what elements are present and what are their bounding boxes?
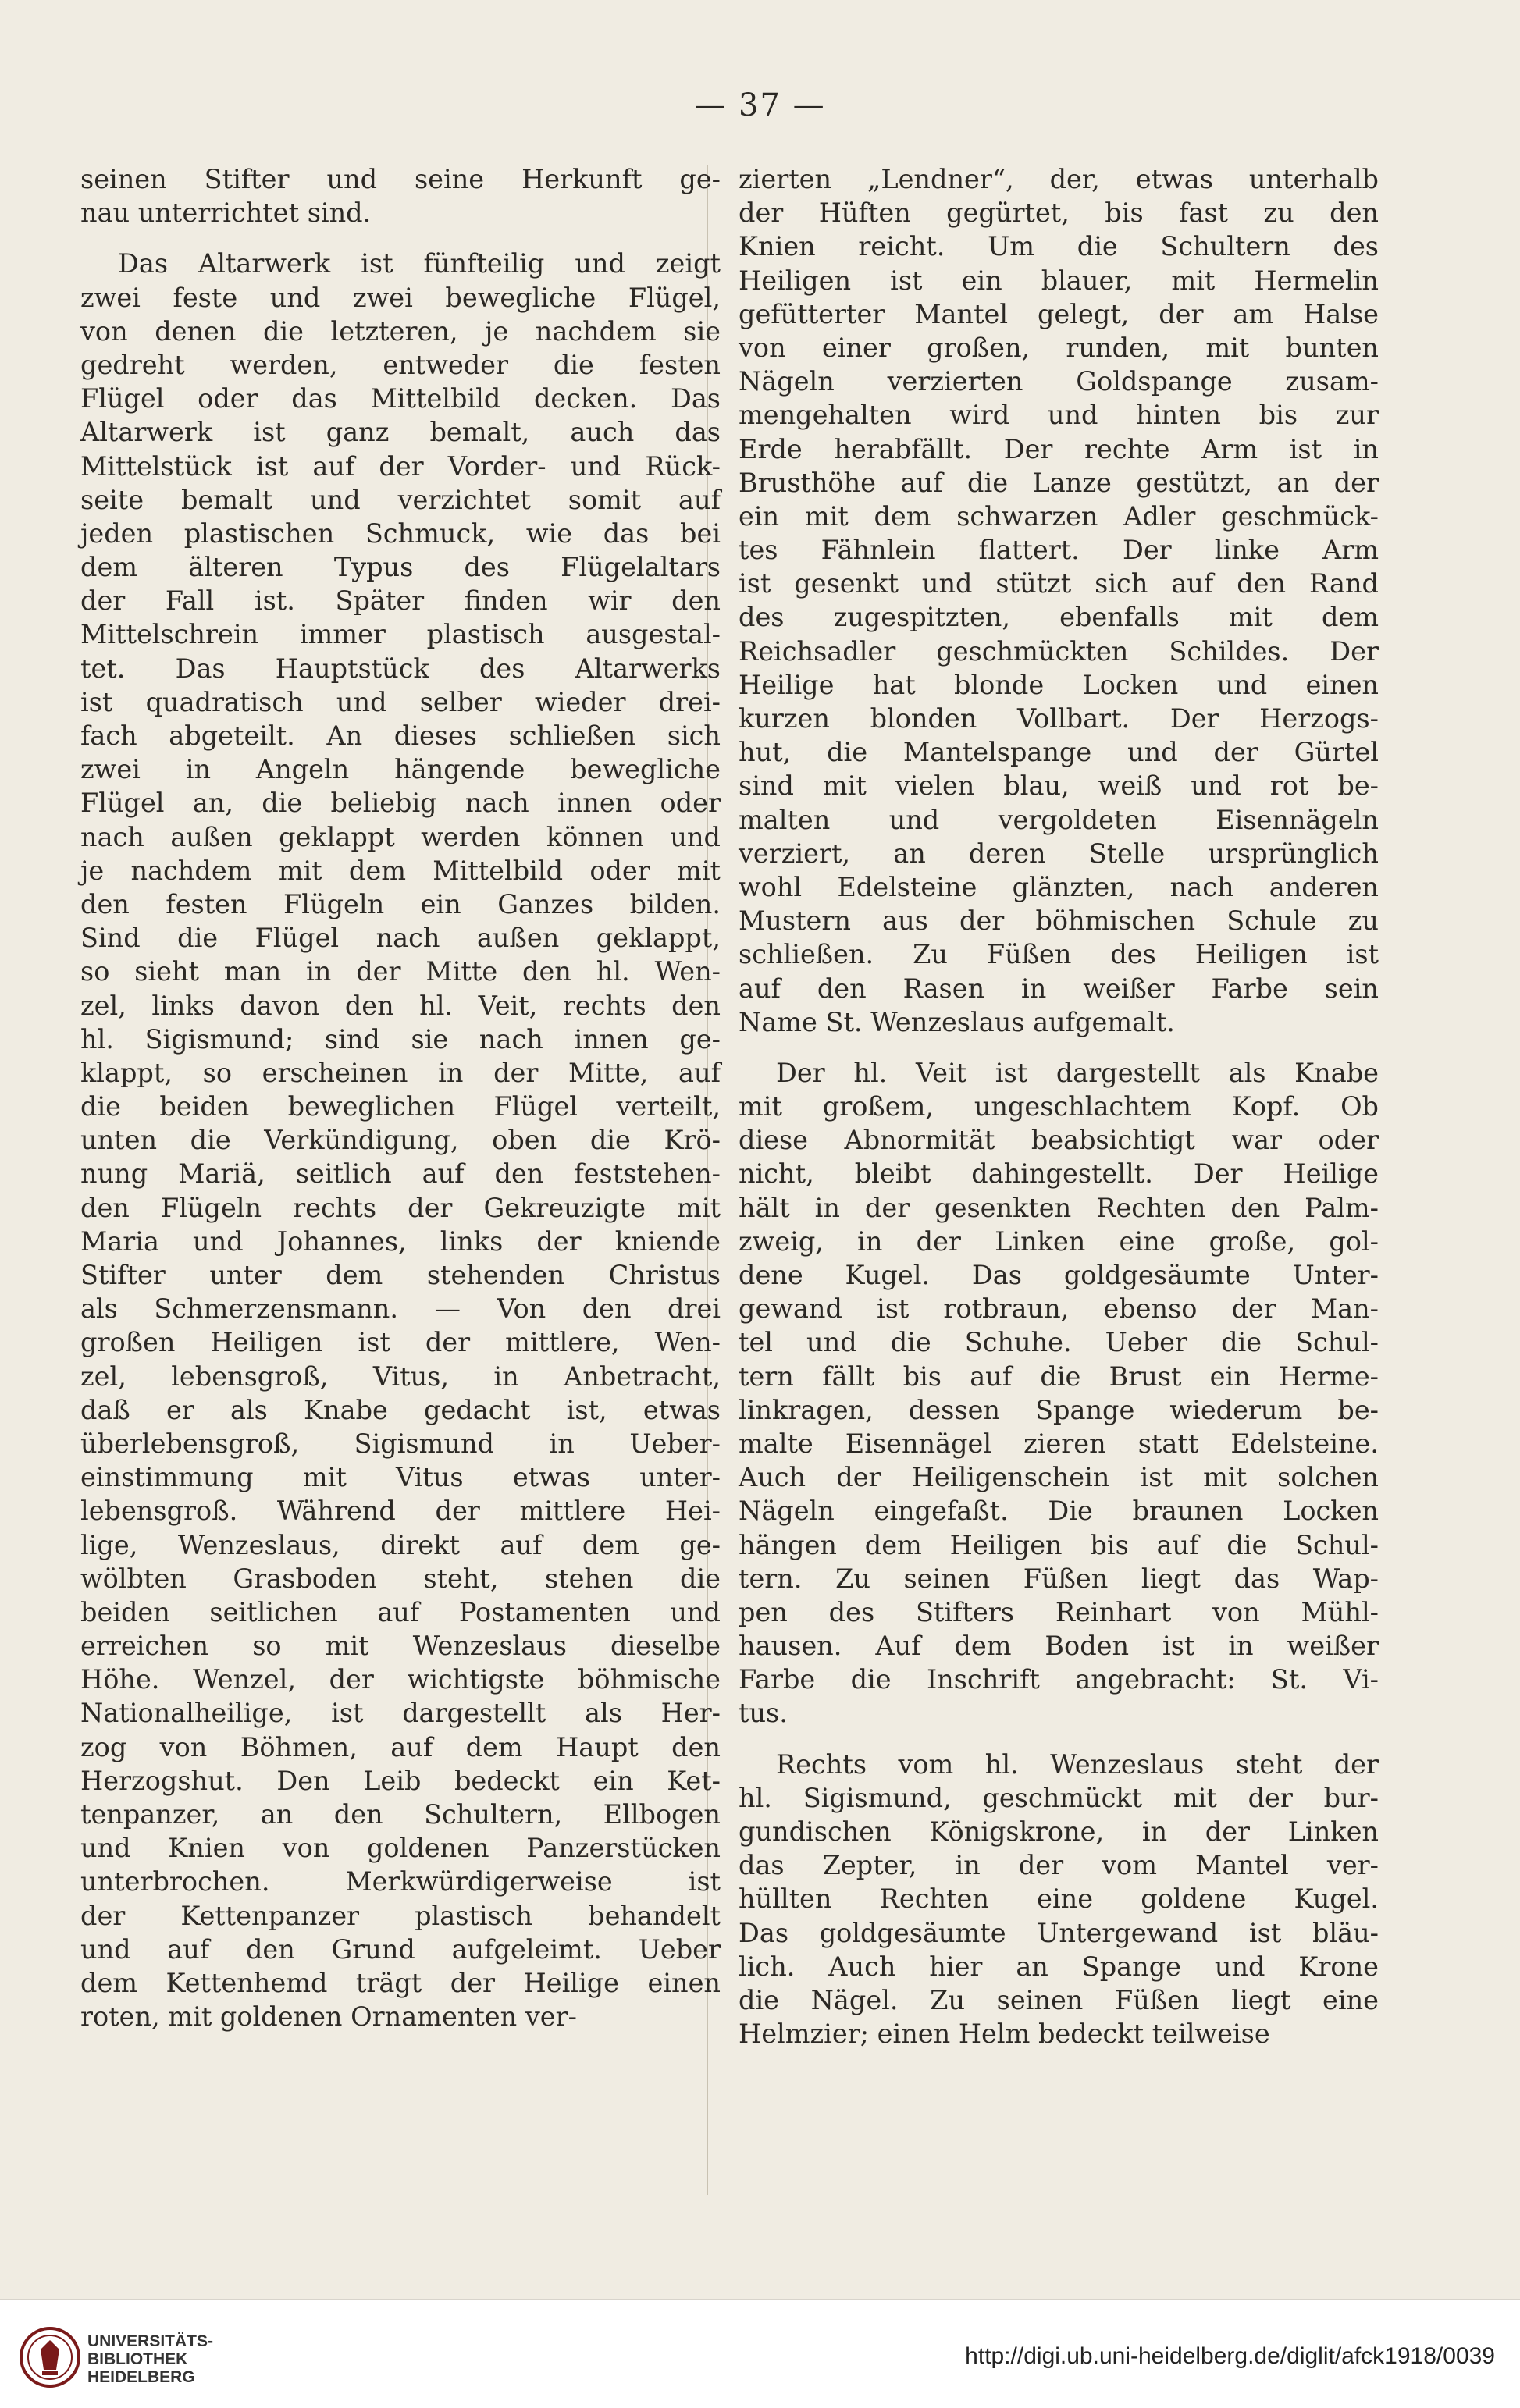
text-line: hut, die Mantelspange und der Gürtel xyxy=(739,737,1379,768)
text-line: von einer großen, runden, mit bunten xyxy=(739,332,1379,363)
text-line: hängen dem Heiligen bis auf die Schul- xyxy=(739,1529,1379,1560)
footer-bar xyxy=(0,2299,1520,2408)
text-line: auf den Rasen in weißer Farbe sein xyxy=(739,973,1379,1004)
text-line: Herzogshut. Den Leib bedeckt ein Ket- xyxy=(80,1765,721,1796)
institution-line: BIBLIOTHEK xyxy=(87,2350,188,2368)
text-line: die Nägel. Zu seinen Füßen liegt eine xyxy=(739,1984,1379,2015)
text-line: der Kettenpanzer plastisch behandelt xyxy=(80,1900,721,1931)
text-line: diese Abnormität beabsichtigt war oder xyxy=(739,1125,1379,1156)
text-line: zweig, in der Linken eine große, gol- xyxy=(739,1225,1379,1257)
text-line: kurzen blonden Vollbart. Der Herzogs- xyxy=(739,703,1379,734)
text-line: zog von Böhmen, auf dem Haupt den xyxy=(80,1731,721,1762)
text-line: dem Kettenhemd trägt der Heilige einen xyxy=(80,1967,721,1998)
text-line: lebensgroß. Während der mittlere Hei- xyxy=(80,1496,721,1527)
text-line: linkragen, dessen Spange wiederum be- xyxy=(739,1394,1379,1425)
text-line: den Flügeln rechts der Gekreuzigte mit xyxy=(80,1192,721,1223)
text-line: erreichen so mit Wenzeslaus dieselbe xyxy=(80,1631,721,1662)
text-line: ist quadratisch und selber wieder drei- xyxy=(80,686,721,717)
text-line: malte Eisennägel zieren statt Edelsteine. xyxy=(739,1428,1379,1459)
text-line: Erde herabfällt. Der rechte Arm ist in xyxy=(739,433,1379,464)
text-line: ist gesenkt und stützt sich auf den Rand xyxy=(739,568,1379,599)
text-line: Altarwerk ist ganz bemalt, auch das xyxy=(80,417,721,448)
text-line: unterbrochen. Merkwürdigerweise ist xyxy=(80,1866,721,1898)
paragraph-gap xyxy=(739,1039,1379,1056)
text-line: nach außen geklappt werden können und xyxy=(80,821,721,852)
text-line: und Knien von goldenen Panzerstücken xyxy=(80,1833,721,1864)
text-line: Brusthöhe auf die Lanze gestützt, an der xyxy=(739,467,1379,498)
paragraph-gap xyxy=(739,1730,1379,1748)
text-line: tet. Das Hauptstück des Altarwerks xyxy=(80,653,721,684)
institution-name xyxy=(87,2332,213,2386)
text-line: nicht, bleibt dahingestellt. Der Heilige xyxy=(739,1158,1379,1190)
text-line: zierten „Lendner“, der, etwas unterhalb xyxy=(739,164,1379,194)
text-line: ein mit dem schwarzen Adler geschmück- xyxy=(739,500,1379,532)
text-line: hüllten Rechten eine goldene Kugel. xyxy=(739,1883,1379,1915)
text-line: Mittelstück ist auf der Vorder- und Rück- xyxy=(80,450,721,482)
text-line: Mittelschrein immer plastisch ausgestal- xyxy=(80,619,721,650)
source-url[interactable]: http://digi.ub.uni-heidelberg.de/diglit/afck1918/0039 xyxy=(965,2343,1495,2369)
text-line: jeden plastischen Schmuck, wie das bei xyxy=(80,518,721,549)
text-line: Nägeln eingefaßt. Die braunen Locken xyxy=(739,1496,1379,1527)
text-line: fach abgeteilt. An dieses schließen sich xyxy=(80,720,721,751)
text-line: zel, lebensgroß, Vitus, in Anbetracht, xyxy=(80,1361,721,1392)
text-line: Reichsadler geschmückten Schildes. Der xyxy=(739,635,1379,667)
text-line: der Fall ist. Später finden wir den xyxy=(80,585,721,617)
text-line: mit großem, ungeschlachtem Kopf. Ob xyxy=(739,1091,1379,1122)
text-line: tern fällt bis auf die Brust ein Herme- xyxy=(739,1361,1379,1392)
text-line: Mustern aus der böhmischen Schule zu xyxy=(739,905,1379,937)
text-line: zel, links davon den hl. Veit, rechts den xyxy=(80,990,721,1021)
text-line: der Hüften gegürtet, bis fast zu den xyxy=(739,197,1379,229)
text-line: gedreht werden, entweder die festen xyxy=(80,349,721,380)
text-line: seinen Stifter und seine Herkunft ge- xyxy=(80,164,721,194)
text-line: das Zepter, in der vom Mantel ver- xyxy=(739,1850,1379,1881)
text-line: zwei in Angeln hängende bewegliche xyxy=(80,754,721,785)
text-line: unten die Verkündigung, oben die Krö- xyxy=(80,1125,721,1156)
text-line: lich. Auch hier an Spange und Krone xyxy=(739,1951,1379,1982)
university-seal-icon xyxy=(19,2326,81,2388)
text-line: tenpanzer, an den Schultern, Ellbogen xyxy=(80,1799,721,1830)
text-line: seite bemalt und verzichtet somit auf xyxy=(80,484,721,515)
page-number: — 37 — xyxy=(694,87,826,123)
text-line: klappt, so erscheinen in der Mitte, auf xyxy=(80,1057,721,1088)
text-line: malten und vergoldeten Eisennägeln xyxy=(739,804,1379,835)
text-line: Helmzier; einen Helm bedeckt teilweise xyxy=(739,2019,1270,2050)
text-line: roten, mit goldenen Ornamenten ver- xyxy=(80,2001,577,2033)
text-line: lige, Wenzeslaus, direkt auf dem ge- xyxy=(80,1529,721,1560)
text-line: Rechts vom hl. Wenzeslaus steht der xyxy=(776,1748,1379,1780)
text-line: Stifter unter dem stehenden Christus xyxy=(80,1260,721,1290)
text-line: hält in der gesenkten Rechten den Palm- xyxy=(739,1192,1379,1223)
text-line: tel und die Schuhe. Ueber die Schul- xyxy=(739,1327,1379,1358)
text-line: so sieht man in der Mitte den hl. Wen- xyxy=(80,956,721,987)
paragraph-gap xyxy=(80,229,721,247)
text-line: je nachdem mit dem Mittelbild oder mit xyxy=(80,855,721,886)
text-line: überlebensgroß, Sigismund in Ueber- xyxy=(80,1428,721,1459)
institution-line: HEIDELBERG xyxy=(87,2368,195,2386)
text-line: sind mit vielen blau, weiß und rot be- xyxy=(739,770,1379,802)
text-line: Farbe die Inschrift angebracht: St. Vi- xyxy=(739,1664,1379,1695)
text-line: hausen. Auf dem Boden ist in weißer xyxy=(739,1631,1379,1662)
text-line: tern. Zu seinen Füßen liegt das Wap- xyxy=(739,1563,1379,1594)
text-line: hl. Sigismund, geschmückt mit der bur- xyxy=(739,1782,1379,1813)
text-line: Der hl. Veit ist dargestellt als Knabe xyxy=(776,1057,1379,1088)
text-line: nau unterrichtet sind. xyxy=(80,197,372,229)
text-line: großen Heiligen ist der mittlere, Wen- xyxy=(80,1327,721,1358)
text-line: gefütterter Mantel gelegt, der am Halse xyxy=(739,298,1379,329)
text-line: verziert, an deren Stelle ursprünglich xyxy=(739,838,1379,869)
text-line: als Schmerzensmann. — Von den drei xyxy=(80,1293,721,1325)
text-line: Höhe. Wenzel, der wichtigste böhmische xyxy=(80,1664,721,1695)
text-line: Nationalheilige, ist dargestellt als Her- xyxy=(80,1698,721,1729)
text-column-right xyxy=(739,162,1379,2051)
text-line: die beiden beweglichen Flügel verteilt, xyxy=(80,1091,721,1122)
text-line: zwei feste und zwei bewegliche Flügel, xyxy=(80,282,721,313)
text-line: Auch der Heiligenschein ist mit solchen xyxy=(739,1462,1379,1493)
text-line: Knien reicht. Um die Schultern des xyxy=(739,231,1379,262)
text-line: Flügel an, die beliebig nach innen oder xyxy=(80,788,721,819)
text-line: mengehalten wird und hinten bis zur xyxy=(739,400,1379,431)
text-line: Flügel oder das Mittelbild decken. Das xyxy=(80,383,721,414)
text-line: tus. xyxy=(739,1698,788,1729)
text-line: von denen die letzteren, je nachdem sie xyxy=(80,315,721,347)
text-line: gundischen Königskrone, in der Linken xyxy=(739,1816,1379,1847)
text-line: wölbten Grasboden steht, stehen die xyxy=(80,1563,721,1594)
text-line: des zugespitzten, ebenfalls mit dem xyxy=(739,602,1379,633)
text-line: Sind die Flügel nach außen geklappt, xyxy=(80,923,721,954)
text-line: tes Fähnlein flattert. Der linke Arm xyxy=(739,535,1379,566)
text-line: daß er als Knabe gedacht ist, etwas xyxy=(80,1394,721,1425)
text-line: einstimmung mit Vitus etwas unter- xyxy=(80,1462,721,1493)
text-line: und auf den Grund aufgeleimt. Ueber xyxy=(80,1933,721,1965)
text-line: Heilige hat blonde Locken und einen xyxy=(739,669,1379,700)
text-line: Das Altarwerk ist fünfteilig und zeigt xyxy=(118,248,721,279)
text-line: Name St. Wenzeslaus aufgemalt. xyxy=(739,1006,1175,1037)
text-line: Maria und Johannes, links der kniende xyxy=(80,1225,721,1257)
text-line: Das goldgesäumte Untergewand ist bläu- xyxy=(739,1917,1379,1948)
text-line: hl. Sigismund; sind sie nach innen ge- xyxy=(80,1023,721,1055)
text-line: nung Mariä, seitlich auf den feststehen- xyxy=(80,1158,721,1190)
text-line: dene Kugel. Das goldgesäumte Unter- xyxy=(739,1260,1379,1290)
text-line: Nägeln verzierten Goldspange zusam- xyxy=(739,366,1379,397)
institution-line: UNIVERSITÄTS- xyxy=(87,2332,214,2350)
text-column-left xyxy=(80,162,721,2033)
text-line: den festen Flügeln ein Ganzes bilden. xyxy=(80,888,721,919)
text-line: beiden seitlichen auf Postamenten und xyxy=(80,1596,721,1627)
text-line: Heiligen ist ein blauer, mit Hermelin xyxy=(739,265,1379,296)
text-line: dem älteren Typus des Flügelaltars xyxy=(80,552,721,583)
text-line: pen des Stifters Reinhart von Mühl- xyxy=(739,1596,1379,1627)
text-line: gewand ist rotbraun, ebenso der Man- xyxy=(739,1293,1379,1325)
text-line: wohl Edelsteine glänzten, nach anderen xyxy=(739,871,1379,902)
text-line: schließen. Zu Füßen des Heiligen ist xyxy=(739,939,1379,970)
